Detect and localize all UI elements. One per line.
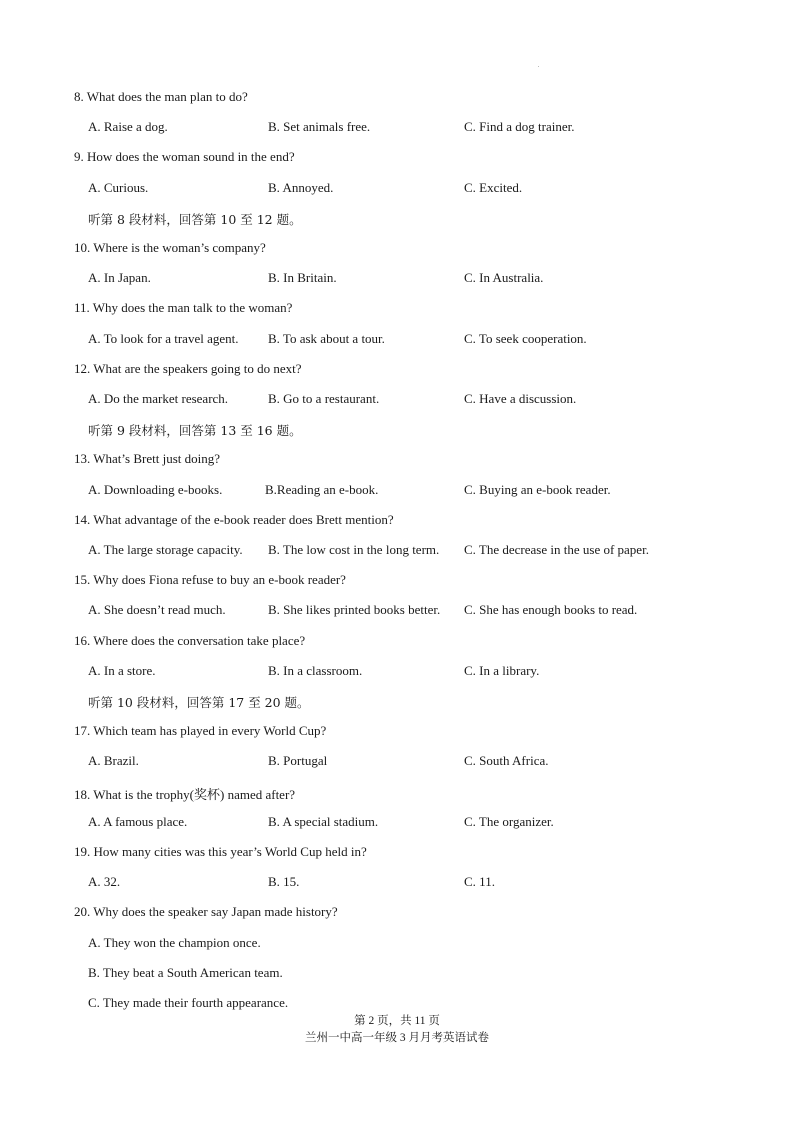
answer-option-c: C. Buying an e-book reader. <box>464 481 611 497</box>
answer-option-b: B. Annoyed. <box>268 179 334 195</box>
options-row <box>0 663 794 683</box>
question-line <box>0 361 794 381</box>
question-line <box>0 240 794 260</box>
answer-option-b: B. 15. <box>268 874 300 890</box>
answer-option-a: A. She doesn’t read much. <box>88 602 226 618</box>
answer-option: B. They beat a South American team. <box>88 964 283 980</box>
question-text: 16. Where does the conversation take place? <box>74 632 306 648</box>
question-line <box>0 572 794 592</box>
options-row <box>0 602 794 622</box>
answer-option-b: B. To ask about a tour. <box>268 330 385 346</box>
options-row <box>0 180 794 200</box>
answer-option: A. They won the champion once. <box>88 934 261 950</box>
answer-option-a: A. 32. <box>88 874 121 890</box>
section-instruction: 听第 9 段材料，回答第 13 至 16 题。 <box>88 423 302 439</box>
options-row <box>0 874 794 894</box>
answer-option-c: C. Find a dog trainer. <box>464 119 575 135</box>
answer-option-c: C. To seek cooperation. <box>464 330 587 346</box>
question-text: 11. Why does the man talk to the woman? <box>74 300 293 316</box>
question-line <box>0 723 794 743</box>
question-line <box>0 89 794 109</box>
answer-option-c: C. In a library. <box>464 662 540 678</box>
answer-option-b: B. In Britain. <box>268 270 337 286</box>
question-line <box>0 451 794 471</box>
option-line <box>0 965 794 985</box>
answer-option-a: A. A famous place. <box>88 813 188 829</box>
options-row <box>0 482 794 502</box>
answer-option-b: B. A special stadium. <box>268 813 379 829</box>
answer-option-a: A. Raise a dog. <box>88 119 168 135</box>
answer-option-c: C. Excited. <box>464 179 523 195</box>
answer-option-b: B. Set animals free. <box>268 119 371 135</box>
answer-option-b: B. The low cost in the long term. <box>268 542 440 557</box>
section-instruction: 听第 8 段材料，回答第 10 至 12 题。 <box>88 211 302 227</box>
answer-option-b: B. She likes printed books better. <box>268 602 441 618</box>
answer-option-a: A. Downloading e-books. <box>88 481 223 497</box>
answer-option-c: C. The organizer. <box>464 813 554 829</box>
answer-option-c: C. She has enough books to read. <box>464 602 638 618</box>
option-line <box>0 935 794 955</box>
question-text: 14. What advantage of the e-book reader does Brett mention? <box>74 511 394 527</box>
answer-option-a: A. To look for a travel agent. <box>88 330 239 346</box>
options-row <box>0 119 794 139</box>
section-instruction-line <box>0 421 794 441</box>
answer-option-a: A. Do the market research. <box>88 391 229 406</box>
answer-option-c: C. Have a discussion. <box>464 391 577 406</box>
question-text: 10. Where is the woman’s company? <box>74 240 266 255</box>
options-row <box>0 270 794 290</box>
question-line <box>0 300 794 320</box>
question-text: 18. What is the trophy(奖杯) named after? <box>74 786 296 802</box>
answer-option-c: C. 11. <box>464 874 495 890</box>
answer-option-b: B. Portugal <box>268 753 328 769</box>
question-text: 12. What are the speakers going to do next? <box>74 360 302 376</box>
section-instruction-line <box>0 693 794 713</box>
options-row <box>0 814 794 834</box>
question-text: 15. Why does Fiona refuse to buy an e-book reader? <box>74 572 346 588</box>
answer-option-a: A. Brazil. <box>88 753 139 769</box>
question-text: 8. What does the man plan to do? <box>74 89 248 104</box>
answer-option-a: A. In a store. <box>88 662 156 678</box>
section-instruction-line <box>0 210 794 230</box>
question-line <box>0 784 794 804</box>
options-row <box>0 391 794 411</box>
question-line <box>0 149 794 169</box>
scan-speck <box>538 66 539 67</box>
question-text: 19. How many cities was this year’s World Cup held in? <box>74 844 367 859</box>
answer-option-b: B. Go to a restaurant. <box>268 391 380 406</box>
answer-option-a: A. Curious. <box>88 179 149 195</box>
answer-option-c: C. In Australia. <box>464 270 544 286</box>
question-line <box>0 844 794 864</box>
question-text: 17. Which team has played in every World Cup? <box>74 723 327 739</box>
answer-option-c: C. The decrease in the use of paper. <box>464 542 649 557</box>
answer-option-b: B. In a classroom. <box>268 662 363 678</box>
exam-title: 兰州一中高一年级 3 月月考英语试卷 <box>305 1032 489 1044</box>
question-line <box>0 512 794 532</box>
answer-option-a: A. The large storage capacity. <box>88 542 243 557</box>
answer-option-b: B.Reading an e-book. <box>265 481 379 497</box>
options-row <box>0 542 794 562</box>
question-text: 20. Why does the speaker say Japan made history? <box>74 904 338 920</box>
answer-option: C. They made their fourth appearance. <box>88 995 289 1010</box>
options-row <box>0 331 794 351</box>
options-row <box>0 753 794 773</box>
section-instruction: 听第 10 段材料，回答第 17 至 20 题。 <box>88 695 310 710</box>
answer-option-c: C. South Africa. <box>464 753 549 769</box>
question-line <box>0 904 794 924</box>
question-text: 9. How does the woman sound in the end? <box>74 149 295 165</box>
answer-option-a: A. In Japan. <box>88 270 151 286</box>
question-text: 13. What’s Brett just doing? <box>74 451 220 467</box>
page-number: 第 2 页，共 11 页 <box>354 1015 440 1027</box>
question-line <box>0 633 794 653</box>
